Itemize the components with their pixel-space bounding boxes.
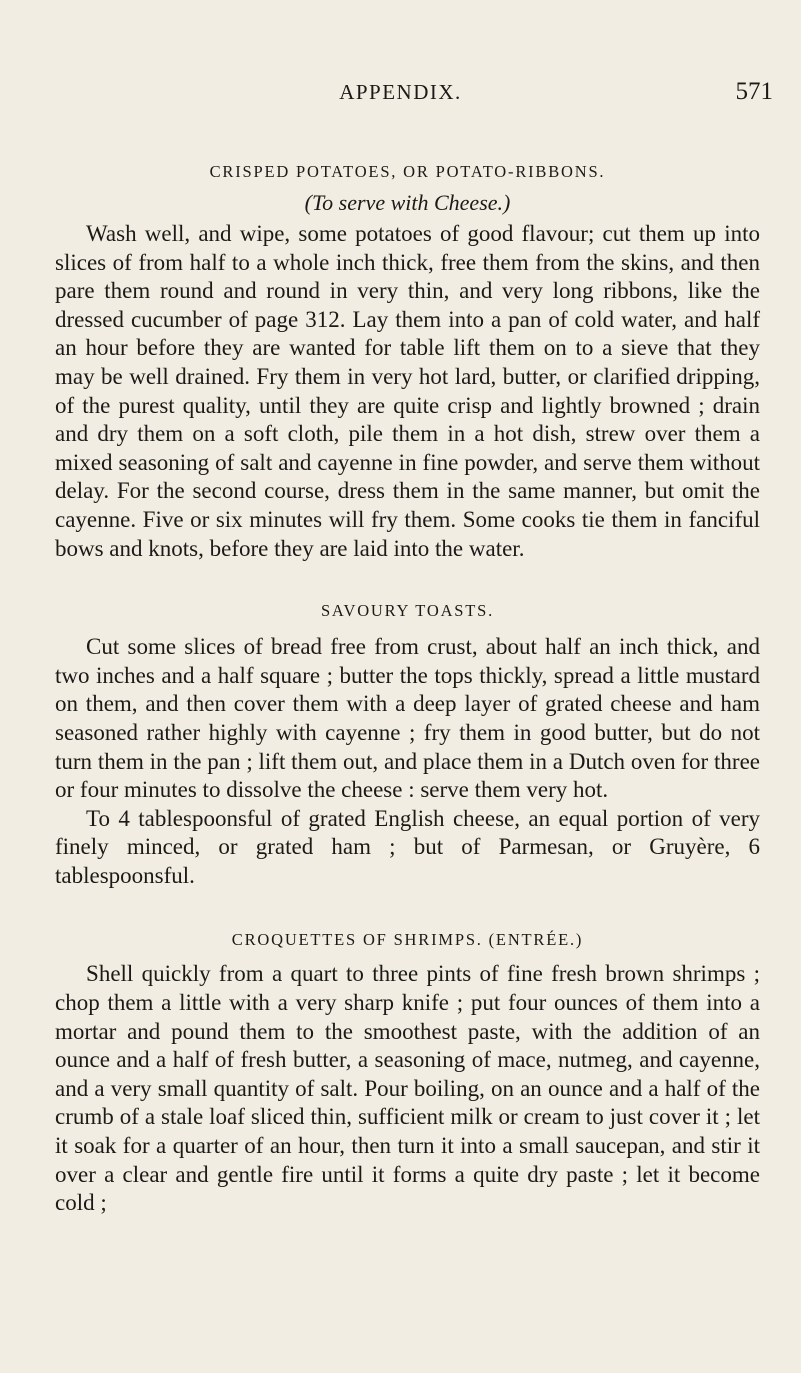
recipe-crisped-potatoes bbox=[55, 158, 760, 563]
page-body bbox=[55, 158, 760, 1218]
recipe-heading: CROQUETTES OF SHRIMPS. (ENTRÉE.) bbox=[231, 930, 584, 950]
recipe-heading: SAVOURY TOASTS. bbox=[320, 601, 495, 621]
page-number: 571 bbox=[735, 78, 773, 105]
recipe-paragraph: To 4 tablespoonsful of grated English cheese, an equal portion of very finely minced, or grated ham ; but of Parmesan, or Gruyère, 6 tablespoonsful. bbox=[55, 805, 760, 888]
recipe-paragraph: Shell quickly from a quart to three pints of fine fresh brown shrimps ; chop them a little with a very sharp knife ; put four ounces of them into a mortar and pound them to the smoothest paste, with the addition of an ounce and a half of fresh butter, a seasoning of mace, nutmeg, and cayenne, and a very small quantity of salt. Pour boiling, on an ounce and a half of the crumb of a stale loaf sliced thin, sufficient milk or cream to just cover it ; let it soak for a quarter of an hour, then turn it into a small saucepan, and stir it over a clear and gentle fire until it forms a quite dry paste ; let it become cold ; bbox=[55, 961, 760, 1216]
section-spacer bbox=[55, 563, 760, 597]
section-spacer bbox=[55, 890, 760, 926]
recipe-heading: CRISPED POTATOES, OR POTATO-RIBBONS. bbox=[209, 162, 606, 181]
recipe-paragraph: Cut some slices of bread free from crust, about half an inch thick, and two inches and a half square ; butter the tops thickly, spread a little mustard on them, and then cover them with a deep layer of grated cheese and ham seasoned rather highly with cayenne ; fry them in good butter, but do not turn them in the pan ; lift them out, and place them in a Dutch oven for three or four minutes to dissolve the cheese : serve them very hot. bbox=[55, 634, 760, 803]
recipe-paragraph: Wash well, and wipe, some potatoes of good flavour; cut them up into slices of from half to a whole inch thick, free them from the skins, and then pare them round and round in very thin, and very long ribbons, like the dressed cucumber of page 312. Lay them into a pan of cold water, and half an hour before they are wanted for table lift them on to a sieve that they may be well drained. Fry them in very hot lard, butter, or clarified dripping, of the purest quality, until they are quite crisp and lightly browned ; drain and dry them on a soft cloth, pile them in a hot dish, strew over them a mixed seasoning of salt and cayenne in fine powder, and serve them without delay. For the second course, dress them in the same manner, but omit the cayenne. Five or six minutes will fry them. Some cooks tie them in fanciful bows and knots, before they are laid into the water. bbox=[55, 221, 760, 561]
running-title: APPENDIX. bbox=[339, 80, 462, 104]
running-head bbox=[0, 80, 801, 112]
recipe-croquettes-of-shrimps bbox=[55, 926, 760, 1217]
recipe-subheading: (To serve with Cheese.) bbox=[304, 190, 511, 215]
recipe-savoury-toasts bbox=[55, 597, 760, 890]
